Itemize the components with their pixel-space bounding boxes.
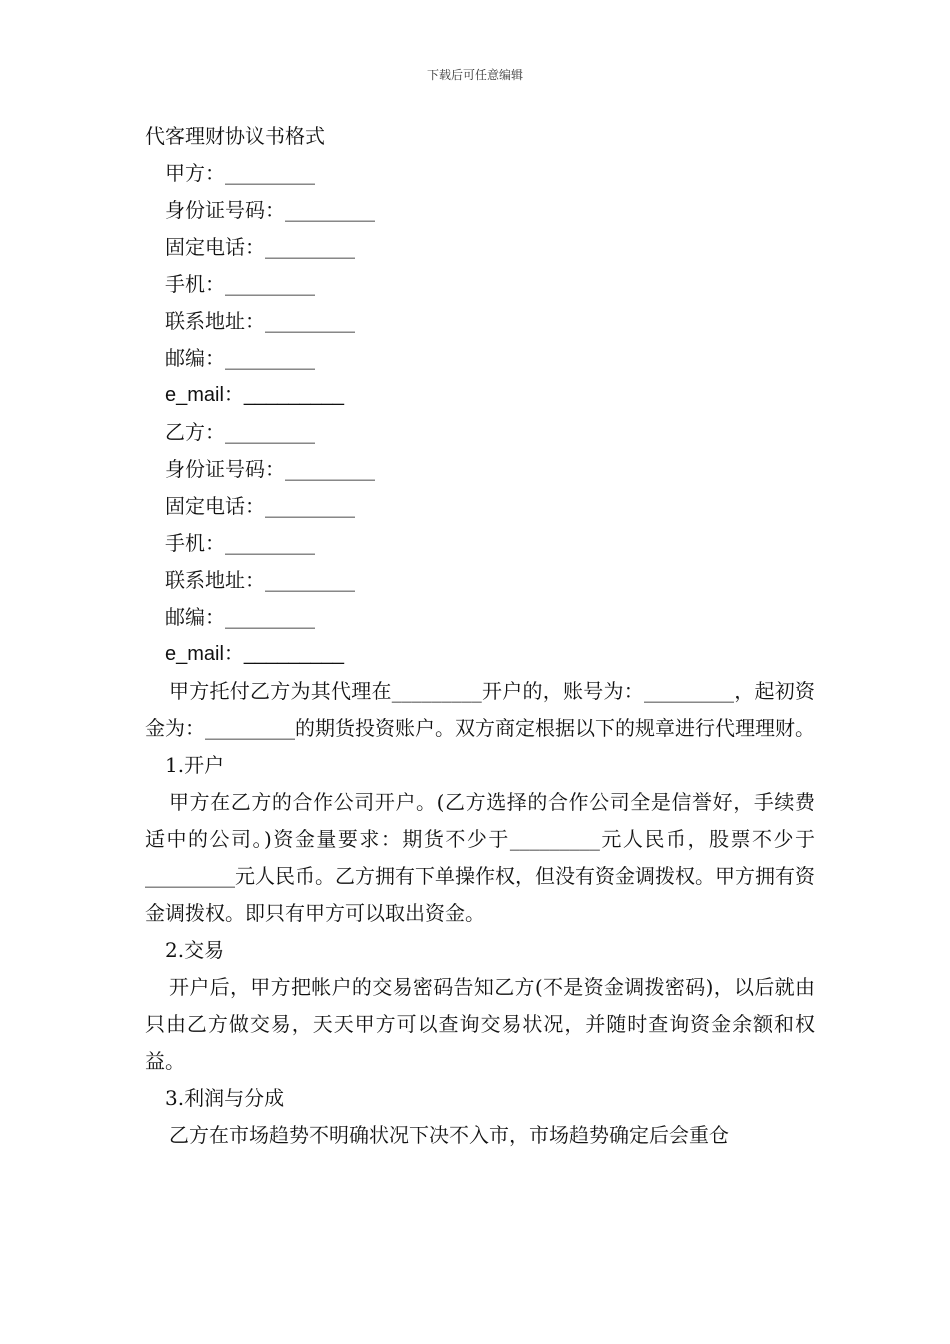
party-a-phone-field: 固定电话：_________ (165, 235, 355, 259)
section-heading-trading: 2.交易 (165, 938, 225, 962)
party-b-name-field: 乙方：_________ (165, 420, 315, 444)
section-body-trading: 开户后，甲方把帐户的交易密码告知乙方(不是资金调拨密码)，以后就由只由乙方做交易，天天甲方可以查询交易状况，并随时查询资金余额和权益。 (145, 975, 815, 1073)
party-b-email-field: e_mail：_________ (165, 643, 345, 665)
party-a-email-field: e_mail：_________ (165, 384, 345, 406)
party-b-id-field: 身份证号码：_________ (165, 457, 375, 481)
party-a-postcode-field: 邮编：_________ (165, 346, 315, 370)
party-b-block (145, 414, 815, 673)
party-b-address-field: 联系地址：_________ (165, 568, 355, 592)
party-a-address-field: 联系地址：_________ (165, 309, 355, 333)
party-a-block (145, 155, 815, 414)
section-heading-account-opening: 1.开户 (165, 753, 225, 777)
intro-paragraph: 甲方托付乙方为其代理在_________开户的，账号为：_________，起初资金为：_________的期货投资账户。双方商定根据以下的规章进行代理理财。 (145, 679, 815, 740)
party-b-mobile-field: 手机：_________ (165, 531, 315, 555)
section-body-account-opening: 甲方在乙方的合作公司开户。(乙方选择的合作公司全是信誉好，手续费适中的公司。)资金量要求：期货不少于_________元人民币，股票不少于_________元人民币。乙方拥有下单操作权，但没有资金调拨权。甲方拥有资金调拨权。即只有甲方可以取出资金。 (145, 790, 815, 925)
page-header: 下载后可任意编辑 (426, 68, 523, 82)
party-a-id-field: 身份证号码：_________ (165, 198, 375, 222)
document-body (145, 118, 815, 1154)
party-b-postcode-field: 邮编：_________ (165, 605, 315, 629)
party-b-phone-field: 固定电话：_________ (165, 494, 355, 518)
document-title: 代客理财协议书格式 (145, 124, 325, 148)
party-a-mobile-field: 手机：_________ (165, 272, 315, 296)
party-a-name-field: 甲方：_________ (165, 161, 315, 185)
section-heading-profit-sharing: 3.利润与分成 (165, 1086, 285, 1110)
section-body-profit-sharing: 乙方在市场趋势不明确状况下决不入市，市场趋势确定后会重仓 (169, 1123, 729, 1147)
